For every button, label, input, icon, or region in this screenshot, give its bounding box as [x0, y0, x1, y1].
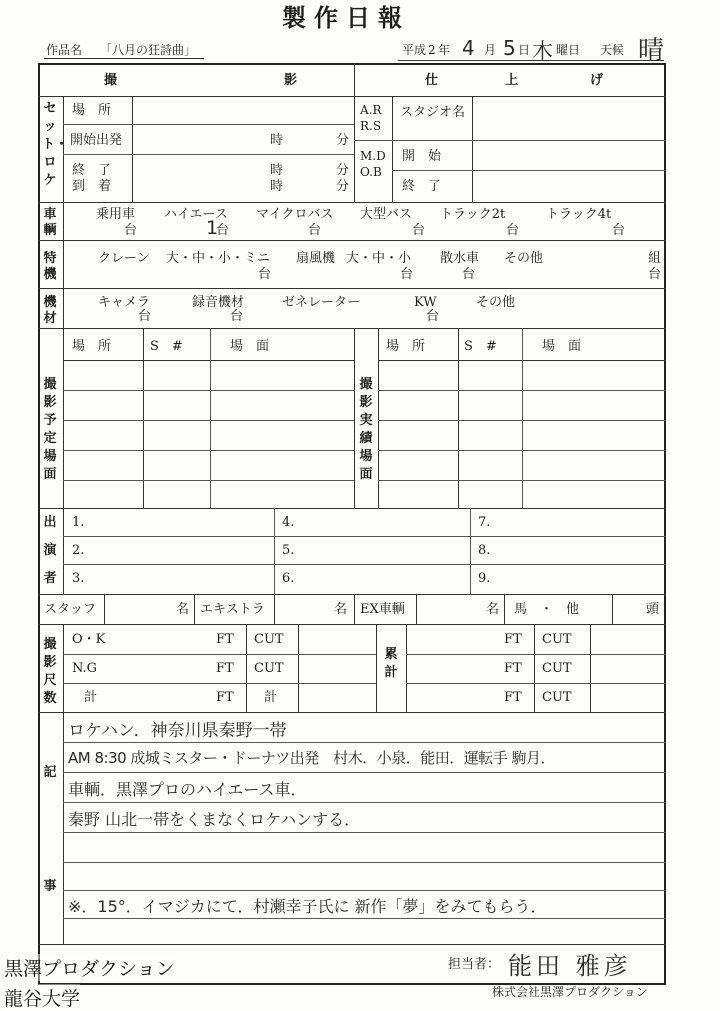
special-label-1: 特: [43, 251, 57, 266]
cast-slot-6: 6.: [282, 571, 295, 586]
actual-scenes-label: 撮影実績場面: [359, 377, 373, 482]
water-truck-label: 散水車: [440, 251, 480, 266]
extras-label: エキストラ: [200, 602, 265, 617]
cast-slot-4: 4.: [282, 515, 295, 530]
cast-slot-1: 1.: [72, 515, 85, 530]
recording-label: 録音機材: [192, 295, 245, 310]
total-ft: FT: [216, 690, 234, 705]
total-cut-label: 計: [264, 690, 278, 705]
fan-sizes: 大・中・小: [346, 251, 412, 266]
end-hour-unit: 時: [270, 163, 284, 178]
head-unit: 頭: [646, 602, 660, 617]
finishing-header-3: げ: [590, 73, 605, 88]
total-label: 計: [84, 690, 98, 705]
generator-unit: 台: [426, 309, 440, 324]
special-other-label: その他: [504, 251, 544, 266]
note-line-2: AM 8:30 成城ミスター・ドーナツ出発 村木．小泉．能田．運転手 駒月．: [68, 749, 556, 767]
end-label: 終 了: [72, 163, 112, 178]
weather-value: 晴: [638, 36, 665, 66]
hiace-count: 1: [206, 217, 219, 239]
departure-label: 開始出発: [70, 133, 123, 148]
notes-label-bottom: 事: [43, 879, 57, 894]
note-line-7: ※．15°．イマジカにて．村瀬幸子氏に 新作「夢」をみてもらう．: [68, 897, 547, 916]
cast-label-3: 者: [43, 571, 57, 586]
year-unit: 年: [438, 43, 451, 57]
finish-start-label: 開 始: [402, 149, 442, 164]
departure-hour-unit: 時: [270, 133, 284, 148]
year-value: 2: [428, 43, 436, 57]
arrival-label: 到 着: [72, 179, 112, 194]
note-line-1: ロケハン．神奈川県秦野一帯: [68, 721, 287, 741]
equipment-other-label: その他: [476, 295, 516, 310]
month-value: 4: [462, 36, 475, 60]
cast-slot-8: 8.: [478, 543, 491, 558]
special-unit: 台: [648, 267, 662, 282]
equipment-label-2: 材: [43, 311, 57, 326]
cast-slot-5: 5.: [282, 543, 295, 558]
cum-total-cut: CUT: [542, 690, 572, 705]
vehicle-hiace: ハイエース: [164, 207, 228, 222]
work-title: 「八月の狂詩曲」: [100, 43, 197, 57]
departure-minute-unit: 分: [336, 133, 350, 148]
weekday-value: 木: [532, 39, 553, 63]
company-name: 株式会社黒澤プロダクション: [492, 985, 648, 999]
weekday-unit: 曜日: [556, 43, 581, 57]
cum-ok-cut: CUT: [542, 632, 572, 647]
md-label: M.D: [360, 149, 386, 163]
vehicle-sedan: 乗用車: [96, 207, 136, 222]
truck-2t-unit: 台: [506, 223, 520, 238]
fan-label: 扇風機: [296, 251, 336, 266]
cum-ok-ft: FT: [504, 632, 522, 647]
cast-label-2: 演: [43, 543, 57, 558]
cum-ng-ft: FT: [504, 661, 522, 676]
planned-col-place: 場 所: [72, 339, 112, 354]
ng-cut: CUT: [254, 661, 284, 676]
cast-slot-9: 9.: [478, 571, 491, 586]
arrival-minute-unit: 分: [336, 179, 350, 194]
vehicle-truck-2t: トラック2t: [440, 207, 506, 222]
page-title: 製作日報: [282, 3, 410, 32]
extras-unit: 名: [334, 602, 348, 617]
vehicles-label-1: 車: [43, 207, 57, 222]
shooting-header-2: 影: [284, 73, 299, 88]
ng-ft: FT: [216, 661, 234, 676]
cum-ng-cut: CUT: [542, 661, 572, 676]
shooting-header-1: 撮: [104, 73, 119, 88]
set-location-label: セット・ロケ: [42, 101, 69, 188]
special-label-2: 機: [43, 267, 57, 282]
sedan-unit: 台: [124, 223, 138, 238]
special-set-unit: 組: [648, 251, 662, 266]
ex-vehicle-label: EX車輌: [360, 602, 405, 617]
microbus-unit: 台: [308, 223, 322, 238]
cum-total-ft: FT: [504, 690, 522, 705]
watermark-line-1: 黒澤プロダクション: [4, 954, 175, 981]
ar-label: A.R: [360, 103, 382, 117]
horse-other-label: 馬 ・ 他: [514, 602, 580, 617]
water-truck-unit: 台: [462, 267, 476, 282]
finishing-header-1: 仕: [425, 73, 440, 88]
notes-label-top: 記: [43, 765, 57, 780]
era-label: 平成: [402, 43, 427, 57]
day-unit: 日: [518, 43, 531, 57]
day-value: 5: [503, 36, 516, 60]
ok-label: O・K: [72, 632, 106, 647]
staff-unit: 名: [176, 602, 190, 617]
vehicles-label-2: 輌: [43, 223, 57, 238]
arrival-hour-unit: 時: [270, 179, 284, 194]
cast-label-1: 出: [43, 515, 57, 530]
equipment-label-1: 機: [43, 295, 57, 310]
ob-label: O.B: [360, 165, 382, 179]
note-line-4: 秦野 山北一帯をくまなくロケハンする．: [68, 810, 361, 829]
watermark-line-2: 龍谷大学: [4, 984, 80, 1011]
camera-unit: 台: [138, 309, 152, 324]
generator-label: ゼネレーター: [282, 295, 361, 310]
end-minute-unit: 分: [336, 163, 350, 178]
actual-col-scene: 場 面: [542, 339, 582, 354]
ex-vehicle-unit: 名: [486, 602, 500, 617]
vehicle-large-bus: 大型バス: [360, 207, 413, 222]
crane-unit: 台: [258, 267, 272, 282]
planned-scenes-label: 撮影予定場面: [43, 377, 57, 482]
camera-label: キャメラ: [98, 295, 151, 310]
person-in-charge-name: 能田 雅彦: [508, 952, 632, 980]
crane-label: クレーン: [98, 251, 150, 266]
hiace-unit: 台: [216, 223, 230, 238]
film-footage-label: 撮影尺数: [43, 637, 57, 706]
crane-sizes: 大・中・小・ミニ: [166, 251, 271, 266]
rs-label: R.S: [360, 119, 382, 133]
recording-unit: 台: [230, 309, 244, 324]
vehicle-truck-4t: トラック4t: [546, 207, 612, 222]
place-label: 場 所: [72, 103, 112, 118]
month-unit: 月: [484, 43, 497, 57]
cast-slot-3: 3.: [72, 571, 85, 586]
cast-slot-2: 2.: [72, 543, 85, 558]
truck-4t-unit: 台: [612, 223, 626, 238]
finish-end-label: 終 了: [402, 179, 442, 194]
ng-label: N.G: [72, 661, 98, 676]
large-bus-unit: 台: [412, 223, 426, 238]
cumulative-label: 累計: [384, 647, 398, 680]
staff-label: スタッフ: [44, 602, 97, 617]
kw-label: KW: [414, 295, 437, 310]
ok-cut: CUT: [254, 632, 284, 647]
planned-col-scene: 場 面: [230, 339, 270, 354]
person-in-charge-label: 担当者：: [448, 957, 501, 972]
planned-col-s: S #: [150, 339, 183, 354]
cast-slot-7: 7.: [478, 515, 491, 530]
actual-col-place: 場 所: [386, 339, 426, 354]
weather-label: 天候: [600, 43, 625, 57]
finishing-header-2: 上: [505, 73, 520, 88]
work-name-label: 作品名: [46, 43, 83, 57]
studio-name-label: スタジオ名: [400, 105, 466, 120]
note-line-3: 車輌．黒澤プロのハイエース車．: [68, 780, 307, 799]
fan-unit: 台: [400, 267, 414, 282]
vehicle-microbus: マイクロバス: [256, 207, 334, 222]
ok-ft: FT: [216, 632, 234, 647]
actual-col-s: S #: [464, 339, 497, 354]
